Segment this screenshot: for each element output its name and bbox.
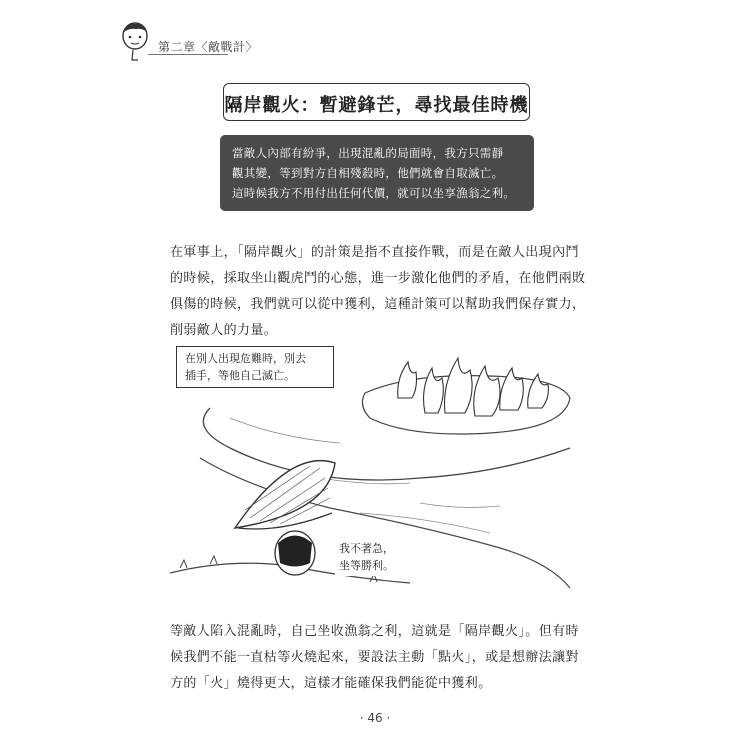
bubble-line: 插手，等他自己滅亡。 <box>185 369 295 382</box>
paragraph-line: 的時候，採取坐山觀虎鬥的心態，進一步激化他們的矛盾，在他們兩敗 <box>170 271 586 286</box>
summary-line: 當敵人內部有紛爭，出現混亂的局面時，我方只需靜 <box>232 146 504 160</box>
fisherman-character-icon <box>235 461 335 575</box>
summary-line: 觀其變，等到對方自相殘殺時，他們就會自取滅亡。 <box>232 166 504 180</box>
speech-bubble-top <box>176 346 334 388</box>
paragraph-line: 在軍事上，「隔岸觀火」的計策是指不直接作戰，而是在敵人出現內鬥 <box>170 245 579 260</box>
speech-bubble-bottom <box>335 538 403 576</box>
paragraph-line: 方的「火」燒得更大，這樣才能確保我們能從中獲利。 <box>170 676 492 691</box>
header-divider <box>148 54 228 55</box>
cartoon-face-icon <box>118 20 154 64</box>
bubble-line: 在別人出現危難時，別去 <box>185 352 306 365</box>
page-number: · 46 · <box>359 711 391 725</box>
paragraph-line: 削弱敵人的力量。 <box>170 323 278 338</box>
summary-line: 這時候我方不用付出任何代價，就可以坐享漁翁之利。 <box>232 186 516 200</box>
summary-box <box>220 135 534 211</box>
section-title: 隔岸觀火：暫避鋒芒，尋找最佳時機 <box>224 95 529 116</box>
section-title-box <box>223 83 530 121</box>
running-header <box>118 20 318 70</box>
paragraph-line: 候我們不能一直枯等火燒起來，要設法主動「點火」，或是想辦法讓對 <box>170 650 579 665</box>
bubble-line: 坐等勝利。 <box>339 559 394 572</box>
bubble-line: 我不著急， <box>339 542 394 555</box>
chapter-label: 第二章〈敵戰計〉 <box>158 40 259 54</box>
paragraph-line: 等敵人陷入混亂時，自己坐收漁翁之利，這就是「隔岸觀火」。但有時 <box>170 624 579 639</box>
illustration <box>170 338 580 602</box>
paragraph-line: 俱傷的時候，我們就可以從中獲利，這種計策可以幫助我們保存實力， <box>170 297 586 312</box>
